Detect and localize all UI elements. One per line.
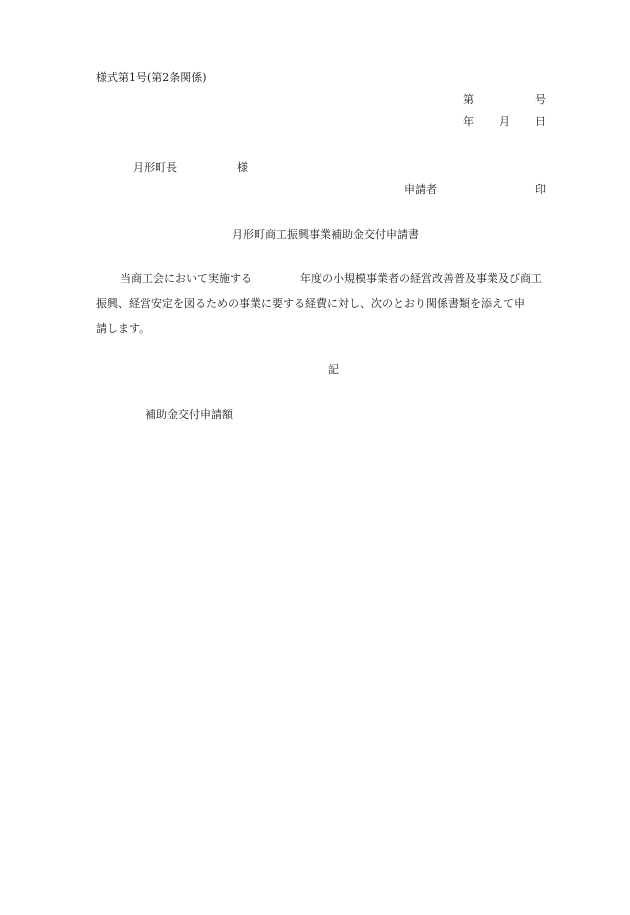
addressee-honorific: 様 [237,161,248,174]
date-month: 月 [499,115,510,128]
document-title: 月形町商工振興事業補助金交付申請書 [232,228,419,241]
body-line-3: 請します。 [96,322,151,335]
body-line-2: 振興、経営安定を図るための事業に要する経費に対し、次のとおり関係書類を添えて申 [96,297,525,310]
body-line-1-part-2: 年度の小規模事業者の経営改善普及事業及び商工 [300,272,542,285]
number-prefix: 第 [463,93,474,106]
subsidy-amount-label: 補助金交付申請額 [145,408,233,421]
applicant-seal: 印 [535,183,546,196]
body-line-1 [96,266,596,291]
date-year: 年 [463,115,474,128]
body-line-1-part-1: 当商工会において実施する [120,272,252,285]
form-reference: 様式第1号(第2条関係) [96,71,207,84]
applicant-label: 申請者 [404,183,437,196]
date-day: 日 [535,115,546,128]
record-heading: 記 [328,363,339,376]
body-paragraph [96,266,596,341]
number-suffix: 号 [535,93,546,106]
addressee-name: 月形町長 [133,161,177,174]
